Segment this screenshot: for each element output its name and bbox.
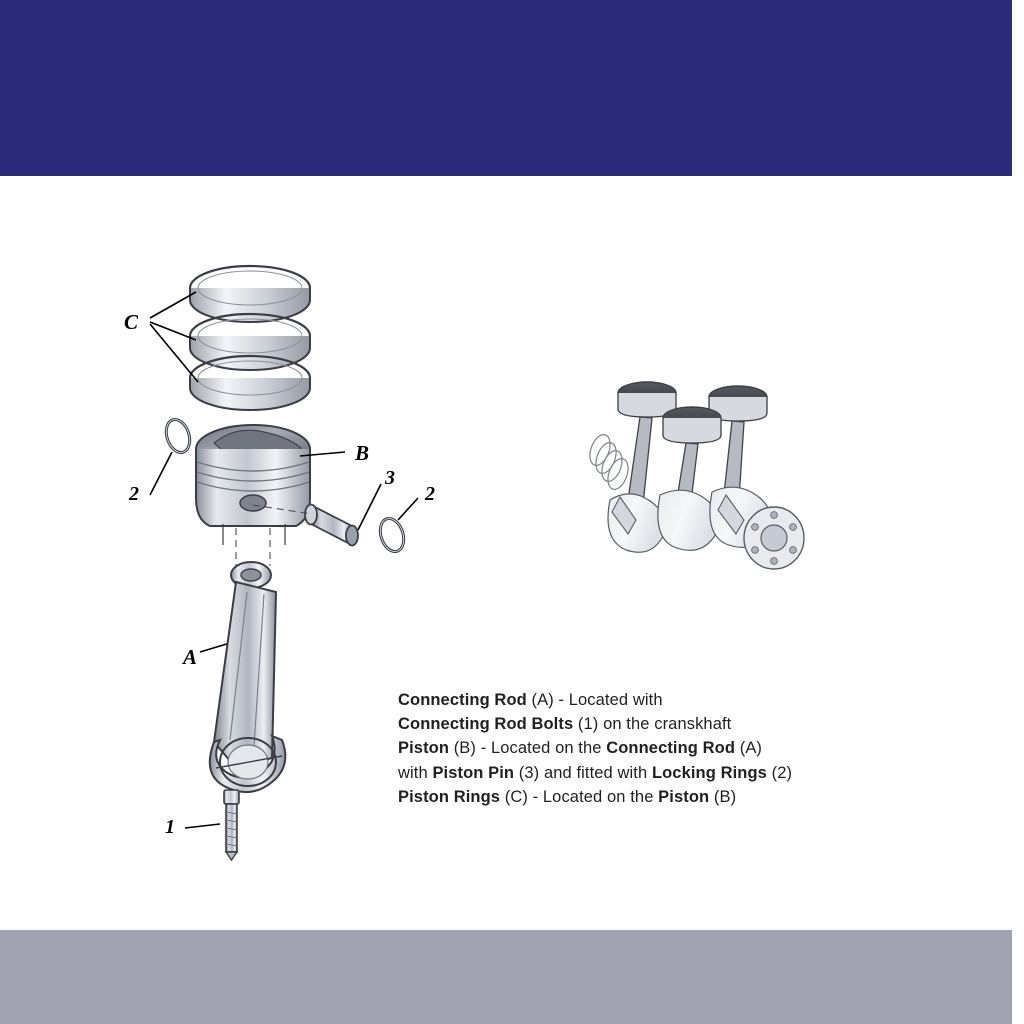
piston-pin-cylinder [305,505,358,546]
caption-term: Locking Rings [651,763,767,782]
caption-text: (B) [709,787,737,806]
right-margin [1012,0,1024,1024]
caption-term: Piston [658,787,710,806]
caption-text: (A) [735,739,763,758]
locking-ring-left [162,416,193,455]
crankshaft-piston-assembly [586,382,804,569]
piston-rings-assembly [190,266,310,410]
caption-line [398,785,918,809]
caption-line [398,688,918,712]
callout-a: A [183,645,198,669]
caption-text: (2) [766,763,793,782]
caption-term: Connecting Rod [398,691,527,709]
locking-ring-right [376,515,407,554]
connecting-rod [210,562,286,792]
caption-term: Connecting Rod [606,739,736,758]
footer-band [0,930,1012,1024]
caption-text: (C) - Located on the [500,787,659,806]
caption-text: with [398,763,433,782]
parts-description-caption [398,688,918,809]
callout-3: 3 [385,467,395,489]
callout-1: 1 [165,816,175,838]
piston-body [196,425,310,545]
caption-line [398,712,918,736]
caption-term: Piston Rings [398,787,501,806]
callout-2-right: 2 [425,483,435,505]
caption-term: Piston [398,739,450,758]
caption-line [398,736,918,760]
callout-c: C [124,310,139,334]
caption-text: (1) on the cranskhaft [573,715,732,734]
callout-2-left: 2 [129,483,139,505]
connecting-rod-bolt [224,790,239,860]
caption-text: (3) and fitted with [514,763,652,782]
caption-term: Piston Pin [432,763,515,782]
caption-text: (B) - Located on the [449,739,607,758]
caption-text: (A) - Located with [526,691,663,709]
caption-term: Connecting Rod Bolts [398,715,574,734]
callout-b: B [355,441,370,465]
caption-line [398,761,918,785]
